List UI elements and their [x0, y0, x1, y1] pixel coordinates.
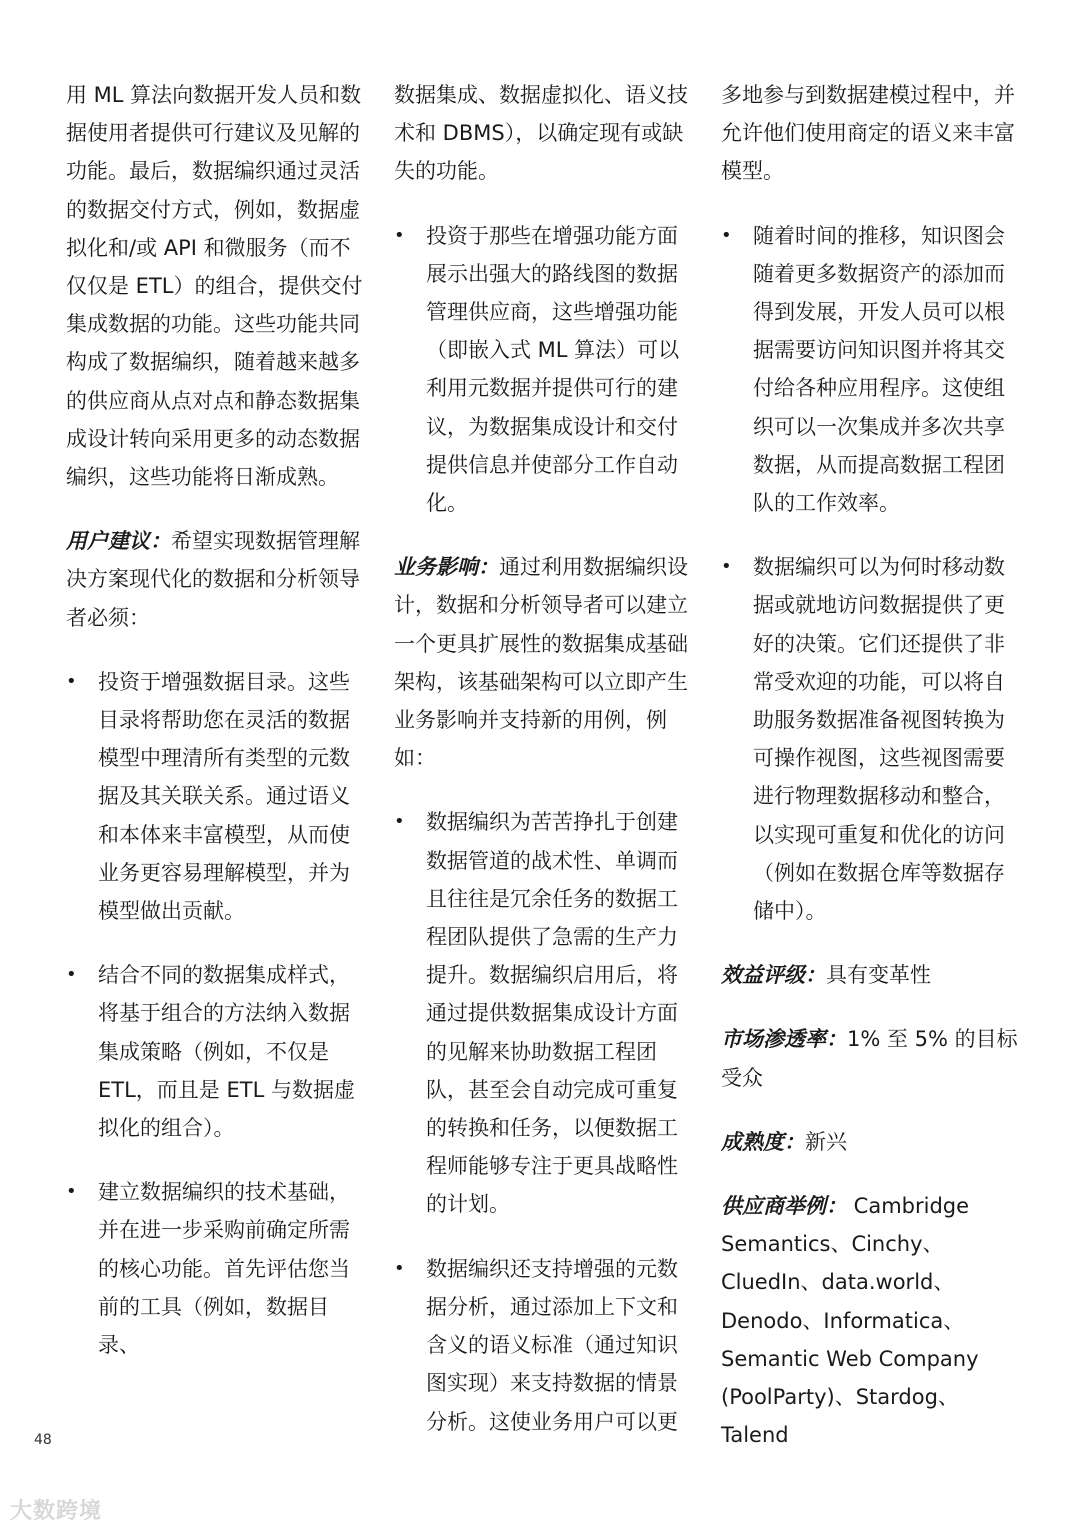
list-item: • 随着时间的推移，知识图会随着更多数据资产的添加而得到发展，开发人员可以根据需要访问知识图并将其交付给各种应用程序。这使组织可以一次集成并多次共享数据，从而提高数据工程团队的工作效率。: [721, 217, 1021, 523]
list-item: • 结合不同的数据集成样式，将基于组合的方法纳入数据集成策略（例如，不仅是 ETL，而且是 ETL 与数据虚拟化的组合）。: [66, 956, 366, 1147]
column-1: [66, 76, 366, 1364]
list-item: • 数据编织为苦苦挣扎于创建数据管道的战术性、单调而且往往是冗余任务的数据工程团队提供了急需的生产力提升。数据编织启用后，将通过提供数据集成设计方面的见解来协助数据工程团队，甚至会自动完成可重复的转换和任务，以便数据工程师能够专注于更具战略性的计划。: [394, 803, 694, 1223]
page-number: 48: [34, 1432, 52, 1448]
user-recommendation: [66, 522, 366, 637]
column-2: [394, 76, 694, 1441]
list-item: • 建立数据编织的技术基础，并在进一步采购前确定所需的核心功能。首先评估您当前的工具（例如，数据目录、: [66, 1173, 366, 1364]
recommendation-list-continued: [394, 217, 694, 523]
column-3: [721, 76, 1021, 1455]
benefit-rating-label: 效益评级：: [721, 963, 826, 988]
benefit-rating: [721, 956, 1021, 994]
list-item: • 投资于增强数据目录。这些目录将帮助您在灵活的数据模型中理清所有类型的元数据及其关联关系。通过语义和本体来丰富模型，从而使业务更容易理解模型，并为模型做出贡献。: [66, 663, 366, 930]
business-impact-label: 业务影响：: [394, 555, 499, 580]
impact-list: [394, 803, 694, 1440]
recommendation-list: [66, 663, 366, 1364]
market-penetration-label: 市场渗透率：: [721, 1027, 847, 1052]
market-penetration: [721, 1020, 1021, 1096]
maturity-value: 新兴: [805, 1129, 847, 1154]
business-impact: [394, 548, 694, 777]
maturity: [721, 1123, 1021, 1161]
list-item: • 投资于那些在增强功能方面展示出强大的路线图的数据管理供应商，这些增强功能（即嵌入式 ML 算法）可以利用元数据并提供可行的建议，为数据集成设计和交付提供信息并使部分工作自动化。: [394, 217, 694, 523]
user-recommendation-text: 希望实现数据管理解决方案现代化的数据和分析领导者必须：: [66, 529, 360, 630]
impact-list-continued: [721, 217, 1021, 931]
paragraph-continued: 多地参与到数据建模过程中，并允许他们使用商定的语义来丰富模型。: [721, 83, 1015, 184]
sample-vendors-value: Cambridge Semantics、Cinchy、CluedIn、data.world、Denodo、Informatica、Semantic Web Company (PoolParty)、Stardog、Talend: [721, 1194, 979, 1448]
list-item: • 数据编织可以为何时移动数据或就地访问数据提供了更好的决策。它们还提供了非常受欢迎的功能，可以将自助服务数据准备视图转换为可操作视图，这些视图需要进行物理数据移动和整合，以实现可重复和优化的访问（例如在数据仓库等数据存储中）。: [721, 548, 1021, 930]
sample-vendors: [721, 1187, 1021, 1454]
market-penetration-value: 1% 至 5% 的目标受众: [721, 1027, 1018, 1090]
paragraph-intro: 用 ML 算法向数据开发人员和数据使用者提供可行建议及见解的功能。最后，数据编织通过灵活的数据交付方式，例如，数据虚拟化和/或 API 和微服务（而不仅仅是 ETL）的组合，提供交付集成数据的功能。这些功能共同构成了数据编织，随着越来越多的供应商从点对点和静态数据集成设计转向采用更多的动态数据编织，这些功能将日渐成熟。: [66, 83, 363, 490]
watermark: 大数跨境: [10, 1499, 103, 1524]
maturity-label: 成熟度：: [721, 1129, 805, 1154]
benefit-rating-value: 具有变革性: [826, 963, 931, 988]
list-item: • 数据编织还支持增强的元数据分析，通过添加上下文和含义的语义标准（通过知识图实现）来支持数据的情景分析。这使业务用户可以更: [394, 1250, 694, 1441]
paragraph-continued: 数据集成、数据虚拟化、语义技术和 DBMS），以确定现有或缺失的功能。: [394, 83, 688, 184]
business-impact-text: 通过利用数据编织设计，数据和分析领导者可以建立一个更具扩展性的数据集成基础架构，该基础架构可以立即产生业务影响并支持新的用例，例如：: [394, 555, 688, 771]
sample-vendors-label: 供应商举例：: [721, 1194, 847, 1219]
user-recommendation-label: 用户建议：: [66, 529, 171, 554]
